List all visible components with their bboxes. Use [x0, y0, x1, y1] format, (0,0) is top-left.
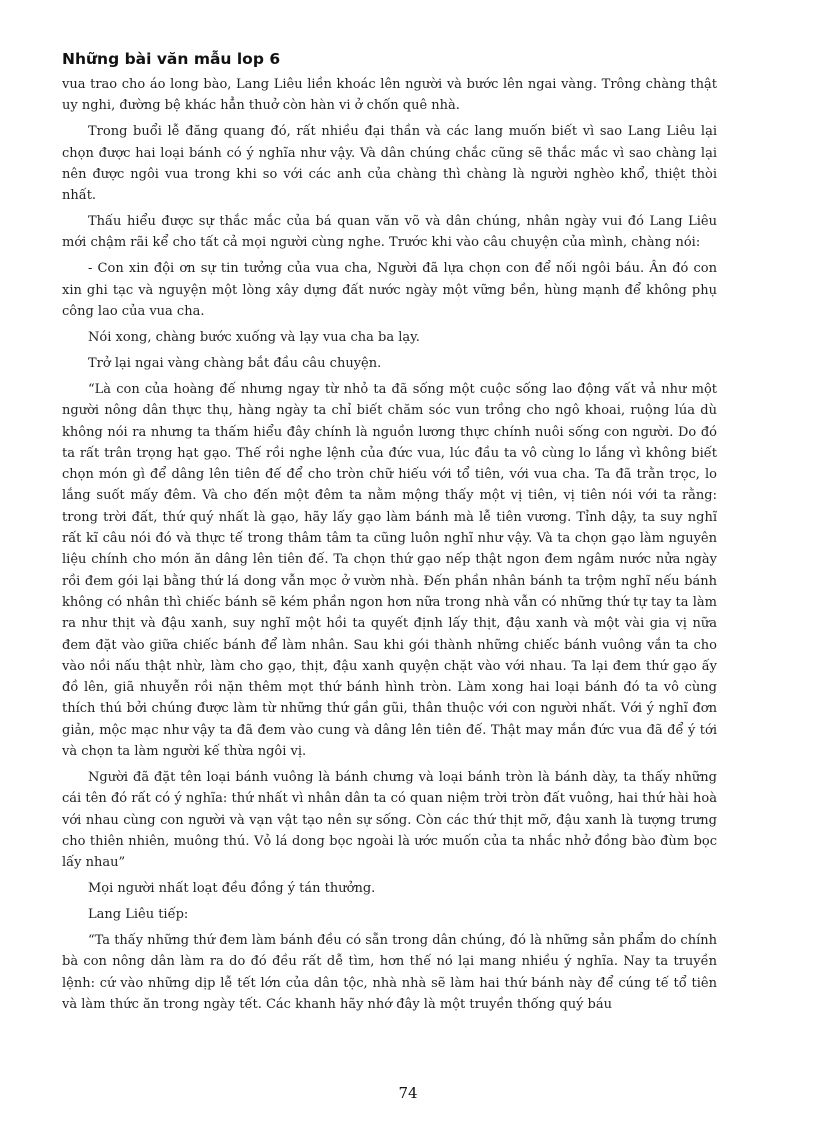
paragraph: Trong buổi lễ đăng quang đó, rất nhiều đại thần và các lang muốn biết vì sao Lang Liêu lại chọn được hai loại bánh có ý nghĩa như vậy. Và dân chúng chắc cũng sẽ thắc mắc vì sao chàng lại nên được ngôi vua trong khi so với các anh của chàng thì chàng là người nghèo khổ, thiệt thòi nhất. — [62, 124, 717, 204]
paragraph: Trở lại ngai vàng chàng bắt đầu câu chuyện. — [88, 356, 382, 371]
paragraph: - Con xin đội ơn sự tin tưởng của vua cha, Người đã lựa chọn con để nối ngôi báu. Ân đó con xin ghi tạc và nguyện một lòng xây dựng đất nước ngày một vững bền, hùng mạnh để không phụ công lao của vua cha. — [62, 261, 717, 320]
paragraph: “Là con của hoàng đế nhưng ngay từ nhỏ ta đã sống một cuộc sống lao động vất vả như một người nông dân thực thụ, hàng ngày ta chỉ biết chăm sóc vun trồng cho ngô khoai, ruộng lúa dù không nói ra nhưng ta thấm hiểu đây chính là nguồn lương thực chính nuôi sống con người. Do đó ta rất trân trọng hạt gạo. Thế rồi nghe lệnh của đức vua, lúc đầu ta vô cùng lo lắng vì không biết chọn món gì để dâng lên tiên đế để cho tròn chữ hiếu với tổ tiên, với vua cha. Ta đã trằn trọc, lo lắng suốt mấy đêm. Và cho đến một đêm ta nằm mộng thấy một vị tiên, vị tiên nói với ta rằng: trong trời đất, thứ quý nhất là gạo, hãy lấy gạo làm bánh mà lễ tiên vương. Tỉnh dậy, ta suy nghĩ rất kĩ câu nói đó và thực tế trong thâm tâm ta cũng luôn nghĩ như vậy. Và ta chọn gạo làm nguyên liệu chính cho món ăn dâng lên tiên đế. Ta chọn thứ gạo nếp thật ngon đem ngâm nước nửa ngày rồi đem gói lại bằng thứ lá dong vẫn mọc ở vườn nhà. Đến phần nhân bánh ta trộm nghĩ nếu bánh không có nhân thì chiếc bánh sẽ kém phần ngon hơn nữa trong nhà vẫn có những thứ tự tay ta làm ra như thịt và đậu xanh, suy nghĩ một hồi ta quyết định lấy thịt, đậu xanh và một vài gia vị nữa đem đặt vào giữa chiếc bánh để làm nhân. Sau khi gói thành những chiếc bánh vuông vắn ta cho vào nồi nấu thật nhừ, làm cho gạo, thịt, đậu xanh quyện chặt vào với nhau. Ta lại đem thứ gạo ấy đồ lên, giã nhuyễn rồi nặn thêm mọt thứ bánh hình tròn. Làm xong hai loại bánh đó ta vô cùng thích thú bởi chúng được làm từ những thứ gần gũi, thân thuộc với con người nhất. Với ý nghĩ đơn giản, mộc mạc như vậy ta đã đem vào cung và dâng lên tiên đế. Thật may mắn đức vua đã để ý tới và chọn ta làm người kế thừa ngôi vị. — [62, 381, 717, 760]
paragraph: Thấu hiểu được sự thắc mắc của bá quan văn võ và dân chúng, nhân ngày vui đó Lang Liêu mới chậm rãi kể cho tất cả mọi người cùng nghe. Trước khi vào câu chuyện của mình, chàng nói: — [62, 214, 717, 251]
paragraph: vua trao cho áo long bào, Lang Liêu liền khoác lên người và bước lên ngai vàng. Trông chàng thật uy nghi, đường bệ khác hẳn thuở còn hàn vi ở chốn quê nhà. — [62, 77, 717, 114]
page-number: 74 — [398, 1084, 418, 1102]
paragraph: Lang Liêu tiếp: — [88, 907, 189, 923]
paragraph: Người đã đặt tên loại bánh vuông là bánh chưng và loại bánh tròn là bánh dày, ta thấy những cái tên đó rất có ý nghĩa: thứ nhất vì nhân dân ta có quan niệm trời tròn đất vuông, hai thứ hài hoà với nhau cùng con người và vạn vật tạo nên sự sống. Còn các thứ thịt mỡ, đậu xanh là tượng trưng cho thiên nhiên, muông thú. Vỏ lá dong bọc ngoài là ước muốn của ta nhắc nhở đồng bào đùm bọc lấy nhau” — [62, 770, 717, 871]
paragraph: Nói xong, chàng bước xuống và lạy vua cha ba lạy. — [88, 330, 420, 346]
paragraph: Mọi người nhất loạt đều đồng ý tán thưởng. — [88, 881, 376, 897]
paragraph: “Ta thấy những thứ đem làm bánh đều có sẵn trong dân chúng, đó là những sản phẩm do chính bà con nông dân làm ra do đó đều rất dễ tìm, hơn thế nó lại mang nhiều ý nghĩa. Nay ta truyền lệnh: cứ vào những dịp lễ tết lớn của dân tộc, nhà nhà sẽ làm hai thứ bánh này để cúng tế tổ tiên và làm thức ăn trong ngày tết. Các khanh hãy nhớ đây là một truyền thống quý báu — [62, 933, 717, 1013]
body-text — [62, 74, 717, 1020]
page-header-title: Những bài văn mẫu lop 6 — [62, 50, 281, 68]
